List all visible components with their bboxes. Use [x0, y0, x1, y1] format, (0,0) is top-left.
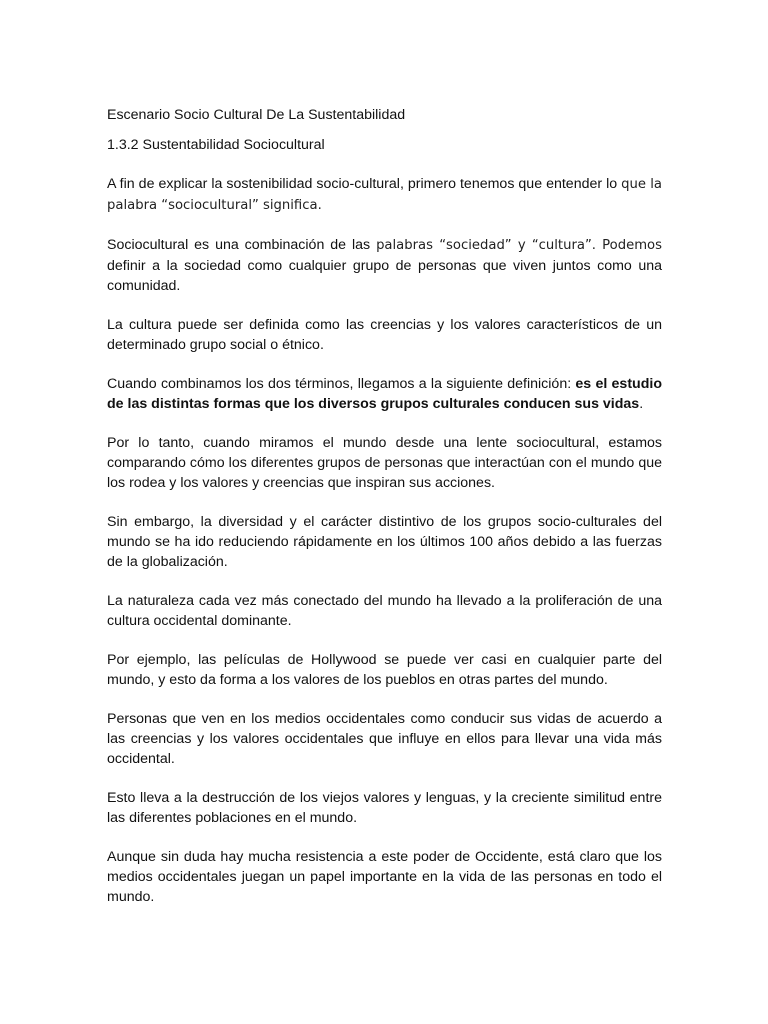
paragraph-5: Por lo tanto, cuando miramos el mundo desde una lente sociocultural, estamos comparando cómo los diferentes grupos de personas que interactúan con el mundo que los rodea y los valores y creencias que inspiran sus acciones. — [107, 435, 662, 491]
paragraph-1-text: A fin de explicar la sostenibilidad socio-cultural, primero tenemos que entender lo — [107, 176, 622, 192]
paragraph-4-period: . — [639, 396, 644, 412]
paragraph-6: Sin embargo, la diversidad y el carácter distintivo de los grupos socio-culturales del mundo se ha ido reduciendo rápidamente en los últimos 100 años debido a las fuerzas de la globalización. — [107, 514, 662, 570]
paragraph-2 — [107, 235, 662, 296]
paragraph-2-text: Sociocultural es una combinación de las — [107, 237, 377, 253]
paragraph-11: Aunque sin duda hay mucha resistencia a este poder de Occidente, está claro que los medios occidentales juegan un papel importante en la vida de las personas en todo el mundo. — [107, 849, 662, 905]
paragraph-1 — [107, 174, 662, 216]
paragraph-4 — [107, 374, 662, 414]
paragraph-9: Personas que ven en los medios occidentales como conducir sus vidas de acuerdo a las creencias y los valores occidentales que influye en ellos para llevar una vida más occidental. — [107, 711, 662, 767]
document-title: Escenario Socio Cultural De La Sustentabilidad — [107, 107, 406, 123]
definition-bold-text: es el estudio de las distintas formas que los diversos grupos culturales conducen sus vidas — [107, 376, 662, 412]
paragraph-7: La naturaleza cada vez más conectado del mundo ha llevado a la proliferación de una cultura occidental dominante. — [107, 593, 662, 629]
paragraph-2-text-continued: definir a la sociedad como cualquier grupo de personas que viven juntos como una comunidad. — [107, 258, 662, 294]
paragraph-2-text-alt-font: palabras “sociedad” y “cultura”. Podemos — [376, 238, 662, 253]
document-body — [107, 105, 662, 926]
paragraph-10: Esto lleva a la destrucción de los viejos valores y lenguas, y la creciente similitud entre las diferentes poblaciones en el mundo. — [107, 790, 662, 826]
paragraph-3: La cultura puede ser definida como las creencias y los valores característicos de un determinado grupo social o étnico. — [107, 317, 662, 353]
paragraph-4-text: Cuando combinamos los dos términos, llegamos a la siguiente definición: — [107, 376, 576, 392]
section-heading: 1.3.2 Sustentabilidad Sociocultural — [107, 137, 325, 153]
paragraph-8: Por ejemplo, las películas de Hollywood se puede ver casi en cualquier parte del mundo, y esto da forma a los valores de los pueblos en otras partes del mundo. — [107, 652, 662, 688]
paragraph-1-text-alt-font: que la palabra “sociocultural” significa. — [107, 177, 662, 213]
